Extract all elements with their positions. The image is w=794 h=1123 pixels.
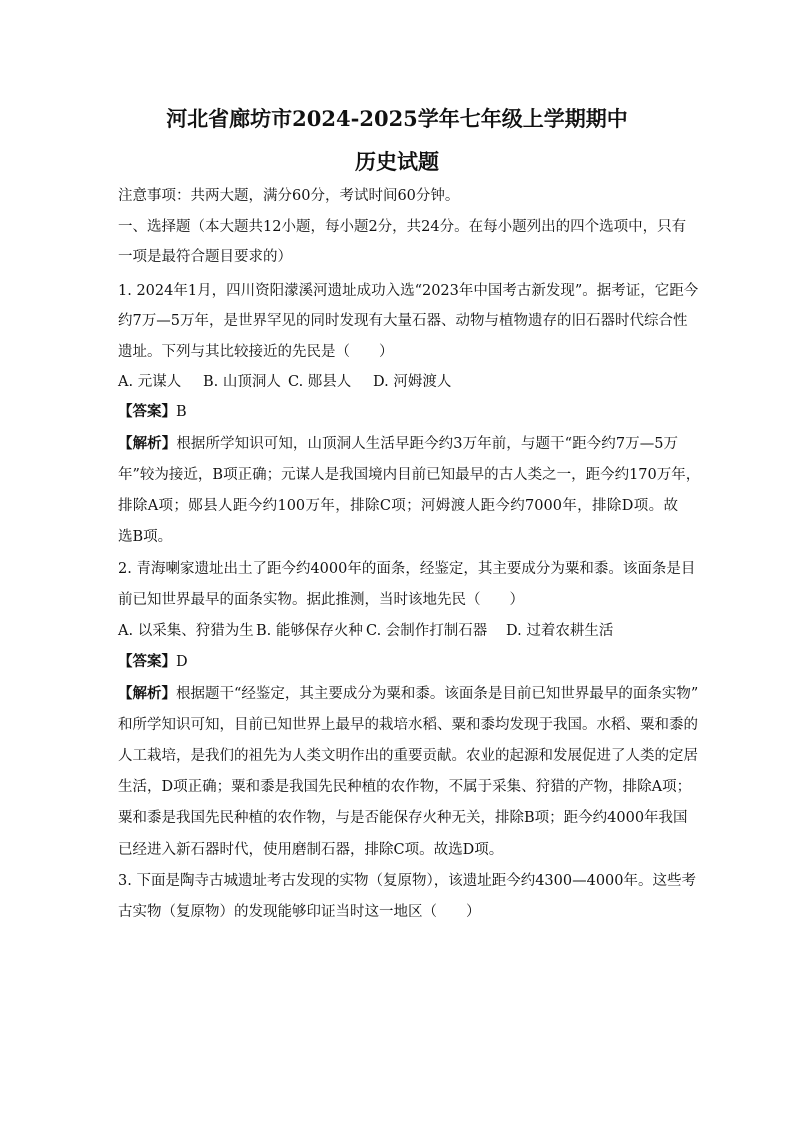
answer-label: 【答案】: [118, 403, 176, 420]
section-one-heading-cont: 一项是最符合题目要求的）: [118, 249, 292, 265]
q2-analysis-line: 生活，D项正确；粟和黍是我国先民种植的农作物，不属于采集、狩猎的产物，排除A项；: [118, 779, 692, 795]
q1-analysis-line: 排除A项；郧县人距今约100万年，排除C项；河姆渡人距今约7000年，排除D项。故: [118, 498, 678, 514]
q1-stem-line: 遗址。下列与其比较接近的先民是（ ）: [118, 344, 394, 360]
exam-subtitle: 历史试题: [355, 149, 439, 174]
analysis-label: 【解析】: [118, 435, 177, 452]
q1-stem-line: 约7万—5万年，是世界罕见的同时发现有大量石器、动物与植物遗存的旧石器时代综合性: [118, 313, 688, 329]
q2-answer-value: D: [176, 654, 188, 670]
q2-option-b: B. 能够保存火种: [256, 623, 363, 639]
section-one-heading: 一、选择题（本大题共12小题，每小题2分，共24分。在每小题列出的四个选项中，只有: [118, 219, 687, 235]
q2-stem-line: 前已知世界最早的面条实物。据此推测，当时该地先民（ ）: [118, 592, 524, 608]
q2-analysis-line: 已经进入新石器时代，使用磨制石器，排除C项。故选D项。: [118, 842, 504, 858]
q2-analysis-line: 粟和黍是我国先民种植的农作物，与是否能保存火种无关，排除B项；距今约4000年我国: [118, 810, 688, 826]
exam-notice: 注意事项：共两大题，满分60分，考试时间60分钟。: [118, 188, 460, 204]
q1-answer-value: B: [176, 404, 187, 420]
q2-stem-line: 2. 青海喇家遗址出土了距今约4000年的面条，经鉴定，其主要成分为粟和黍。该面条是目: [118, 561, 696, 577]
q1-option-d: D. 河姆渡人: [373, 374, 452, 390]
q2-analysis-line: 和所学知识可知，目前已知世界上最早的栽培水稻、粟和黍均发现于我国。水稻、粟和黍的: [118, 717, 698, 733]
answer-label: 【答案】: [118, 653, 176, 670]
q2-analysis-line: 人工栽培，是我们的祖先为人类文明作出的重要贡献。农业的起源和发展促进了人类的定居: [118, 748, 698, 764]
q1-answer: [118, 402, 678, 422]
q1-stem-line: 1. 2024年1月，四川资阳濛溪河遗址成功入选“2023年中国考古新发现”。据考证，它距今: [118, 283, 699, 299]
q1-analysis-text: 根据所学知识可知，山顶洞人生活早距今约3万年前，与题干“距今约7万—5万: [176, 436, 678, 452]
q2-answer: [118, 652, 678, 672]
q2-analysis-text: 根据题干“经鉴定，其主要成分为粟和黍。该面条是目前已知世界最早的面条实物”: [176, 686, 699, 702]
q1-analysis-line: 选B项。: [118, 529, 173, 545]
exam-title: 河北省廊坊市2024-2025学年七年级上学期期中: [166, 106, 628, 131]
q2-options: [118, 621, 678, 641]
q1-option-c: C. 郧县人: [288, 374, 352, 390]
q2-option-c: C. 会制作打制石器: [366, 623, 488, 639]
q3-stem-line: 古实物（复原物）的发现能够印证当时这一地区（ ）: [118, 904, 481, 920]
q3-stem-line: 3. 下面是陶寺古城遗址考古发现的实物（复原物），该遗址距今约4300—4000年。这些考: [118, 873, 696, 889]
q1-option-b: B. 山顶洞人: [203, 374, 281, 390]
q2-analysis-line: [118, 684, 699, 704]
q1-options: [118, 372, 678, 392]
q2-option-a: A. 以采集、狩猎为生: [118, 623, 254, 639]
q1-analysis-line: [118, 434, 678, 454]
q2-option-d: D. 过着农耕生活: [506, 623, 614, 639]
q1-analysis-line: 年”较为接近，B项正确；元谋人是我国境内目前已知最早的古人类之一，距今约170万年，: [118, 467, 701, 483]
q1-option-a: A. 元谋人: [118, 374, 182, 390]
analysis-label: 【解析】: [118, 685, 176, 702]
